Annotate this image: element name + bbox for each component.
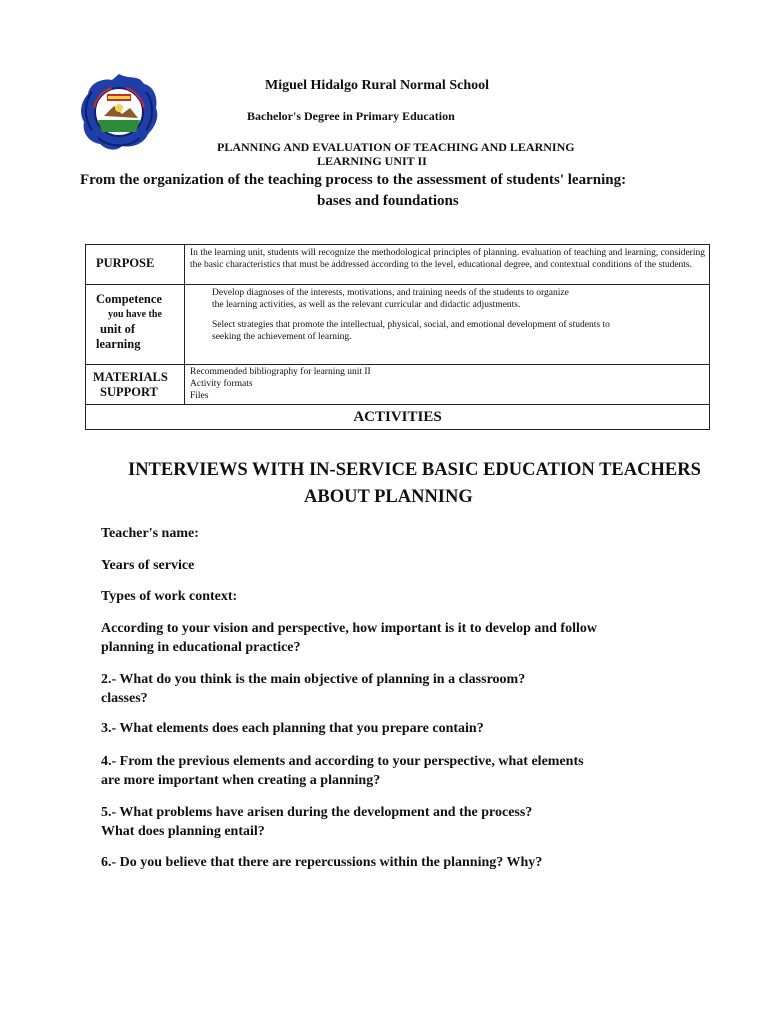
interview-title-line-1: INTERVIEWS WITH IN-SERVICE BASIC EDUCATION TEACHERS [128, 460, 701, 480]
question-line: classes? [101, 691, 148, 706]
course-title: PLANNING AND EVALUATION OF TEACHING AND LEARNING [217, 140, 575, 154]
question-item [101, 752, 584, 790]
subtitle-line-1: From the organization of the teaching process to the assessment of students' learning: [80, 172, 627, 188]
question-line: What does planning entail? [101, 824, 265, 839]
question-line: planning in educational practice? [101, 640, 301, 655]
field-teacher-name: Teacher's name: [101, 526, 199, 541]
competence-label-line: learning [96, 337, 141, 351]
materials-row [86, 365, 710, 405]
competence-item-text: Develop diagnoses of the interests, motivations, and training needs of the students to organize [212, 288, 569, 298]
unit-info-table [85, 244, 710, 430]
question-line: 3.- What elements does each planning that you prepare contain? [101, 721, 484, 736]
question-line: are more important when creating a planning? [101, 773, 381, 788]
competence-item-text: the learning activities, as well as the relevant curricular and didactic adjustments. [212, 300, 521, 310]
question-line: 5.- What problems have arisen during the development and the process? [101, 805, 533, 820]
degree-name: Bachelor's Degree in Primary Education [247, 109, 455, 123]
purpose-label: PURPOSE [86, 245, 185, 285]
question-item [101, 719, 484, 738]
unit-title: LEARNING UNIT II [317, 154, 427, 168]
interview-title-line-2: ABOUT PLANNING [304, 487, 473, 507]
materials-item: Recommended bibliography for learning unit II [190, 367, 371, 377]
competence-item [190, 287, 705, 311]
materials-item: Activity formats [190, 379, 253, 389]
materials-item: Files [190, 391, 209, 401]
question-line: 2.- What do you think is the main objective of planning in a classroom? [101, 672, 526, 687]
competence-label-line: unit of [100, 322, 136, 336]
question-line: 4.- From the previous elements and according to your perspective, what elements [101, 754, 584, 769]
question-item [101, 853, 542, 872]
purpose-text: In the learning unit, students will recognize the methodological principles of planning. evaluation of teaching and learning, considering the basic characteristics that must be addressed according to the level, educational degree, and contextual conditions of the students. [185, 245, 710, 285]
materials-label-line: MATERIALS [93, 370, 168, 384]
question-line: 6.- Do you believe that there are repercussions within the planning? Why? [101, 855, 543, 870]
question-line: According to your vision and perspective, how important is it to develop and follow [101, 621, 597, 636]
competence-list [185, 285, 710, 365]
materials-label [86, 365, 185, 405]
activities-heading: ACTIVITIES [86, 405, 710, 430]
activities-row [86, 405, 710, 430]
competence-item-text: seeking the achievement of learning. [212, 332, 352, 342]
field-work-context: Types of work context: [101, 589, 238, 604]
field-years-of-service: Years of service [101, 558, 195, 573]
competence-label-line: you have the [108, 309, 162, 320]
competence-label [86, 285, 185, 365]
materials-list [185, 365, 710, 405]
question-item [101, 619, 597, 657]
competence-row [86, 285, 710, 365]
purpose-row [86, 245, 710, 285]
question-item [101, 670, 525, 708]
school-name: Miguel Hidalgo Rural Normal School [265, 78, 489, 93]
competence-item [190, 319, 705, 343]
competence-label-line: Competence [96, 292, 162, 306]
subtitle-line-2: bases and foundations [317, 193, 459, 209]
competence-item-text: Select strategies that promote the intellectual, physical, social, and emotional development of students to [212, 320, 610, 330]
question-item [101, 803, 532, 841]
materials-label-line: SUPPORT [100, 385, 158, 399]
school-logo [78, 72, 160, 152]
